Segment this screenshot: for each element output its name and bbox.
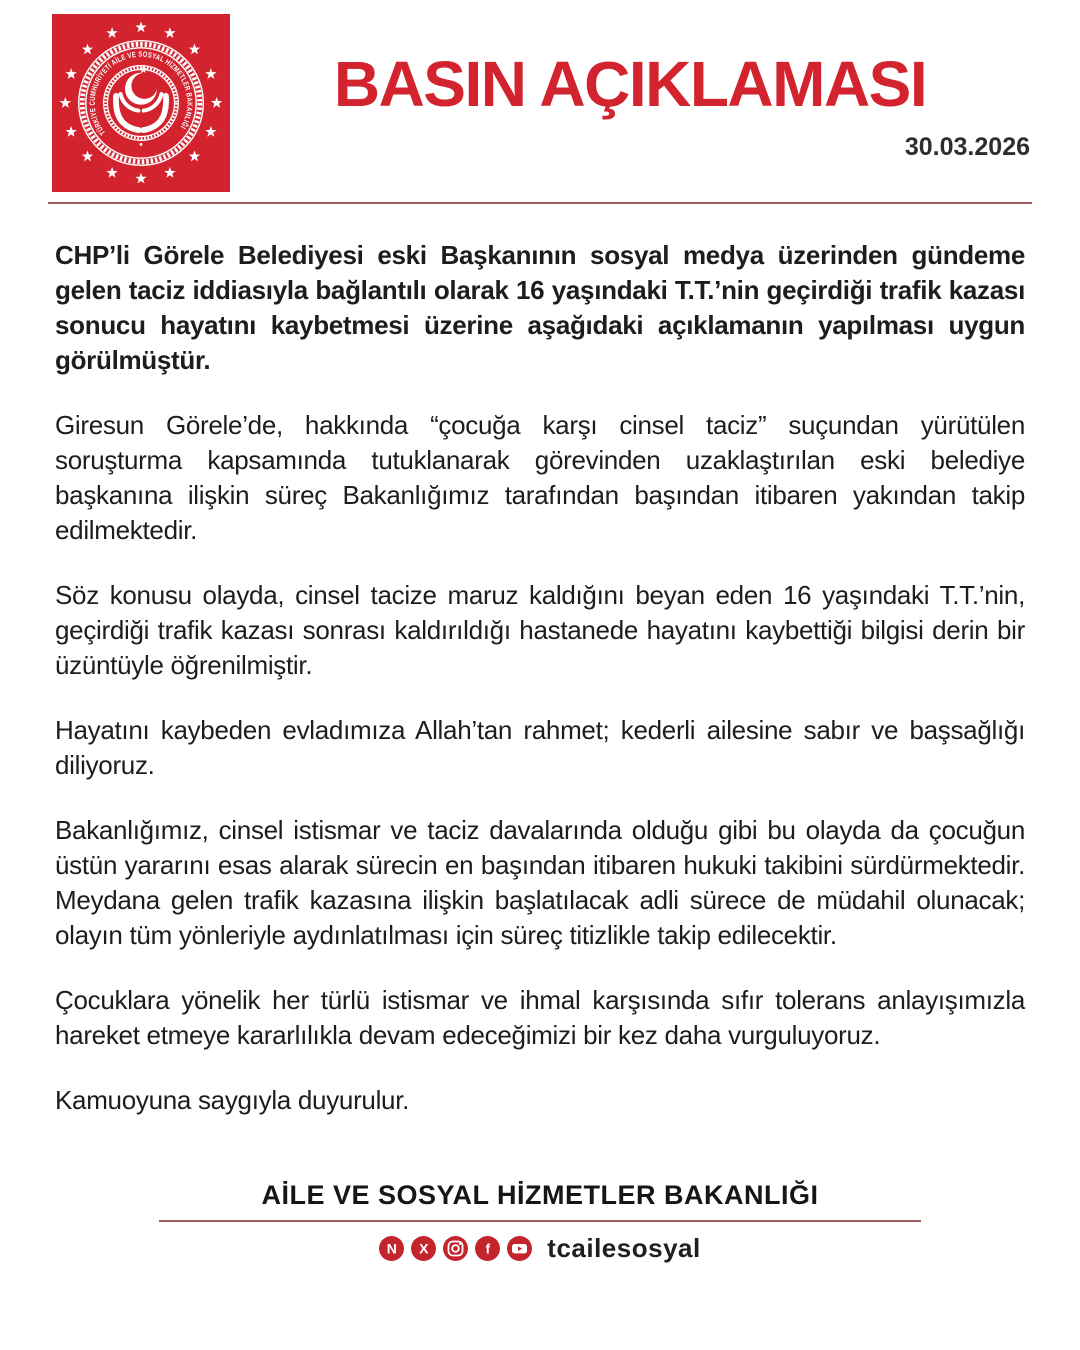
body-paragraph: Söz konusu olayda, cinsel tacize maruz kaldığını beyan eden 16 yaşındaki T.T.’nin, geçirdiği trafik kazası sonrası kaldırıldığı hastanede hayatını kaybettiği bilgisi derin bir üzüntüyle öğrenilmiştir. <box>55 580 1025 680</box>
facebook-icon[interactable]: f <box>475 1236 500 1261</box>
nsosyal-icon[interactable]: N <box>379 1236 404 1261</box>
body-paragraph: Bakanlığımız, cinsel istismar ve taciz davalarında olduğu gibi bu olayda da çocuğun üstün yararını esas alarak sürecin en başından itibaren hukuki takibini sürdürmektedir. Meydana gelen trafik kazasına ilişkin başlatılacak adli sürece de müdahil olunacak; olayın tüm yönleriyle aydınlatılması için süreç titizlikle takip edilecektir. <box>55 815 1025 950</box>
header-right <box>230 14 1030 162</box>
ministry-name: AİLE VE SOSYAL HİZMETLER BAKANLIĞI <box>261 1180 819 1210</box>
body-paragraph: Giresun Görele’de, hakkında “çocuğa karşı cinsel taciz” suçundan yürütülen soruşturma kapsamında tutuklanarak görevinden uzaklaştırılan eski belediye başkanına ilişkin süreç Bakanlığımız tarafından başından itibaren yakından takip edilmektedir. <box>55 410 1025 545</box>
header-divider <box>48 202 1032 204</box>
header <box>0 0 1080 192</box>
x-icon[interactable]: X <box>411 1236 436 1261</box>
body-paragraph: CHP’li Görele Belediyesi eski Başkanının sosyal medya üzerinden gündeme gelen taciz iddiasıyla bağlantılı olarak 16 yaşındaki T.T.’nin geçirdiği trafik kazası sonucu hayatını kaybetmesi üzerine aşağıdaki açıklamanın yapılması uygun görülmüştür. <box>55 240 1025 375</box>
body-paragraph: Hayatını kaybeden evladımıza Allah’tan rahmet; kederli ailesine sabır ve başsağlığı diliyoruz. <box>55 715 1025 780</box>
press-release-title: BASIN AÇIKLAMASI <box>333 48 927 120</box>
logo-ring-text: TÜRKİYE CUMHURİYETİ AİLE VE SOSYAL HİZMETLER BAKANLIĞI <box>87 49 195 138</box>
instagram-icon[interactable] <box>443 1236 468 1261</box>
press-release-body <box>0 238 1080 1118</box>
body-paragraph: Kamuoyuna saygıyla duyurulur. <box>55 1085 410 1115</box>
body-paragraph: Çocuklara yönelik her türlü istismar ve ihmal karşısında sıfır tolerans anlayışımızla hareket etmeye kararlılıkla devam edeceğimizi bir kez daha vurguluyoruz. <box>55 985 1025 1050</box>
footer-divider <box>159 1220 921 1222</box>
footer <box>0 1180 1080 1264</box>
social-handle[interactable]: tcailesosyal <box>547 1233 701 1263</box>
ministry-logo <box>52 14 230 192</box>
release-date: 30.03.2026 <box>904 133 1030 162</box>
youtube-icon[interactable] <box>507 1236 532 1261</box>
social-row <box>0 1233 1080 1264</box>
